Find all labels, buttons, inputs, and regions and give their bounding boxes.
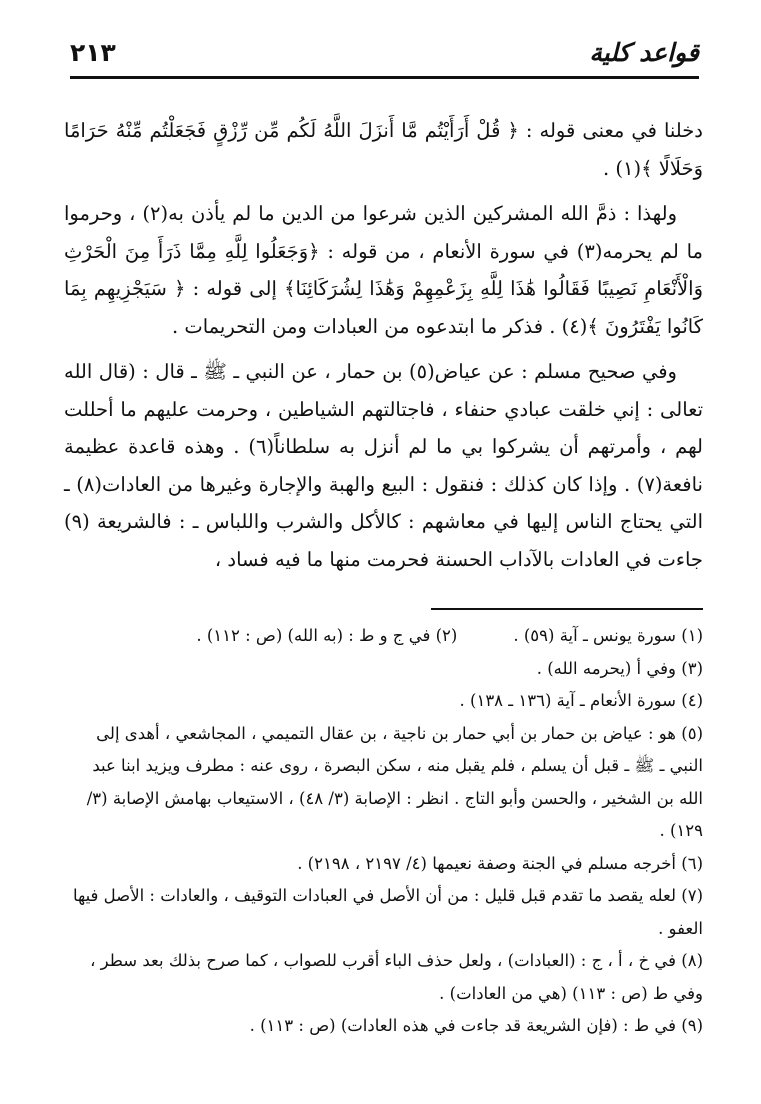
page-number: ٢١٣ xyxy=(70,38,116,67)
footnote-6: (٦) أخرجه مسلم في الجنة وصفة نعيمها (٤/ ٢١٩٧ ، ٢١٩٨) . xyxy=(297,853,703,873)
footnote-1: (١) سورة يونس ـ آية (٥٩) . xyxy=(513,626,703,645)
paragraph-1: دخلنا في معنى قوله : ﴿ قُلْ أَرَأَيْتُم مَّا أَنزَلَ اللَّهُ لَكُم مِّن رِّزْقٍ فَجَعَلْتُم مِّنْهُ حَرَامًا وَحَلَالًا ﴾(١) . xyxy=(64,119,703,180)
footnote-9: (٩) في ط : (فإن الشريعة قد جاءت في هذه العادات) (ص : ١١٣) . xyxy=(249,1016,703,1035)
footnote-4: (٤) سورة الأنعام ـ آية (١٣٦ ـ ١٣٨) . xyxy=(459,691,703,710)
paragraph-2: ولهذا : ذمَّ الله المشركين الذين شرعوا من الدين ما لم يأذن به(٢) ، وحرموا ما لم يحرمه(٣) في سورة الأنعام ، من قوله : ﴿وَجَعَلُوا لِلَّهِ مِمَّا ذَرَأَ مِنَ الْحَرْثِ وَالْأَنْعَامِ نَصِيبًا فَقَالُوا هَٰذَا لِلَّهِ بِزَعْمِهِمْ وَهَٰذَا لِشُرَكَائِنَا﴾ إلى قوله : ﴿ سَيَجْزِيهِم بِمَا كَانُوا يَفْتَرُونَ ﴾(٤) . فذكر ما ابتدعوه من العبادات ومن التحريمات . xyxy=(64,202,703,338)
footnote-separator xyxy=(431,608,703,610)
header-title: قواعد كلية xyxy=(589,38,699,67)
footnotes xyxy=(64,620,703,1043)
footnote-row-1-2 xyxy=(64,620,703,653)
main-text xyxy=(64,112,703,586)
footnote-8: (٨) في خ ، أ ، ج : (العبادات) ، ولعل حذف الباء أقرب للصواب ، كما صرح بذلك بعد سطر ، وفي ط (ص : ١١٣) (هي من العادات) . xyxy=(90,951,703,1003)
footnote-3: (٣) وفي أ (يحرمه الله) . xyxy=(536,658,703,678)
paragraph-3: وفي صحيح مسلم : عن عياض(٥) بن حمار ، عن النبي ـ ﷺ ـ قال : (قال الله تعالى : إني خلقت عبادي حنفاء ، فاجتالتهم الشياطين ، وحرمت عليهم ما أحللت لهم ، وأمرتهم أن يشركوا بي ما لم أنزل به سلطاناً(٦) . وهذه قاعدة عظيمة نافعة(٧) . وإذا كان كذلك : فنقول : البيع والهبة والإجارة وغيرها من العادات(٨) ـ التي يحتاج الناس إليها في معاشهم : كالأكل والشرب واللباس ـ : فالشريعة (٩) جاءت في العادات بالآداب الحسنة فحرمت منها ما فيه فساد ، xyxy=(64,360,703,571)
running-header xyxy=(70,36,699,79)
footnote-5: (٥) هو : عياض بن حمار بن أبي حمار بن ناجية ، بن عقال التميمي ، المجاشعي ، أهدى إلى النبي ـ ﷺ ـ قبل أن يسلم ، فلم يقبل منه ، سكن البصرة ، روى عنه : مطرف ويزيد ابنا عبد الله بن الشخير ، والحسن وأبو التاج . انظر : الإصابة (٣/ ٤٨) ، الاستيعاب بهامش الإصابة (٣/ ١٢٩) . xyxy=(86,723,703,840)
footnote-7: (٧) لعله يقصد ما تقدم قبل قليل : من أن الأصل في العبادات التوقيف ، والعادات : الأصل فيها العفو . xyxy=(72,886,703,938)
footnote-2: (٢) في ج و ط : (به الله) (ص : ١١٢) . xyxy=(196,626,458,645)
